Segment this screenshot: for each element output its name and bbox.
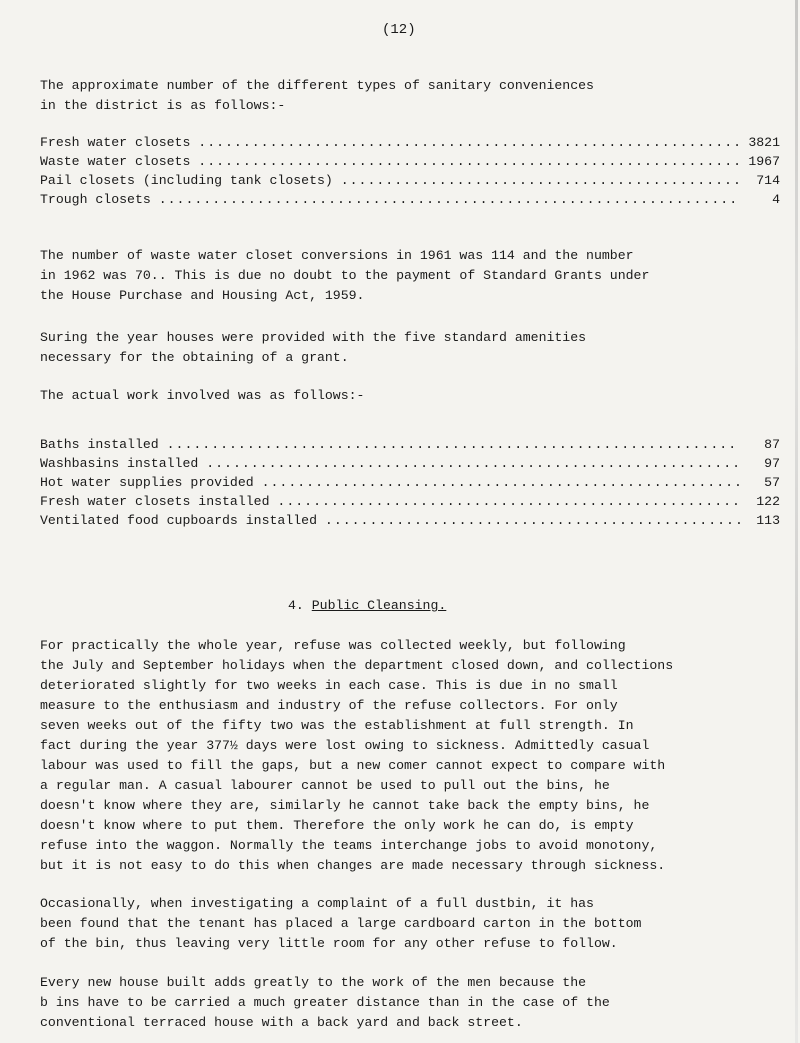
list-item: Baths installed ..... 87 <box>40 435 780 454</box>
intro-paragraph <box>40 76 780 116</box>
text-line: labour was used to fill the gaps, but a new comer cannot expect to compare with <box>40 758 666 773</box>
text-line: a regular man. A casual labourer cannot be used to pull out the bins, he <box>40 778 610 793</box>
text-line: in 1962 was 70.. This is due no doubt to the payment of Standard Grants under <box>40 268 650 283</box>
text-line: The actual work involved was as follows:- <box>40 388 365 403</box>
text-line: doesn't know where they are, similarly he cannot take back the empty bins, he <box>40 798 650 813</box>
text-line: Occasionally, when investigating a complaint of a full dustbin, it has <box>40 896 594 911</box>
section-number: 4. <box>288 598 304 613</box>
text-line: in the district is as follows:- <box>40 98 286 113</box>
text-line: the House Purchase and Housing Act, 1959. <box>40 288 365 303</box>
text-line: the July and September holidays when the department closed down, and collections <box>40 658 674 673</box>
list-item: Waste water closets ..... 1967 <box>40 152 780 171</box>
text-line: b ins have to be carried a much greater distance than in the case of the <box>40 995 610 1010</box>
cleansing-paragraph <box>40 636 780 876</box>
list-item: Pail closets (including tank closets) ..... 714 <box>40 171 780 190</box>
section-title: Public Cleansing. <box>311 598 447 613</box>
list-item: Washbasins installed ..... 97 <box>40 454 780 473</box>
text-line: conventional terraced house with a back yard and back street. <box>40 1015 523 1030</box>
list-item: Fresh water closets ..... 3821 <box>40 133 780 152</box>
text-line: but it is not easy to do this when changes are made necessary through sickness. <box>40 858 666 873</box>
text-line: The approximate number of the different types of sanitary conveniences <box>40 78 594 93</box>
text-line: For practically the whole year, refuse was collected weekly, but following <box>40 638 626 653</box>
list-item: Hot water supplies provided ..... 57 <box>40 473 780 492</box>
text-line: seven weeks out of the fifty two was the establishment at full strength. In <box>40 718 634 733</box>
works-list <box>40 435 780 530</box>
text-line: deteriorated slightly for two weeks in each case. This is due in no small <box>40 678 618 693</box>
amenities-paragraph <box>40 328 780 368</box>
list-item: Trough closets ..... 4 <box>40 190 780 209</box>
list-item: Fresh water closets installed ..... 122 <box>40 492 780 511</box>
list-item: Ventilated food cupboards installed ..... 113 <box>40 511 780 530</box>
text-line: been found that the tenant has placed a large cardboard carton in the bottom <box>40 916 642 931</box>
text-line: measure to the enthusiasm and industry of the refuse collectors. For only <box>40 698 618 713</box>
dustbin-paragraph <box>40 894 780 954</box>
text-line: The number of waste water closet conversions in 1961 was 114 and the number <box>40 248 634 263</box>
page-number: (12) <box>382 22 416 38</box>
conversions-paragraph <box>40 246 780 306</box>
conveniences-list <box>40 133 780 209</box>
text-line: necessary for the obtaining of a grant. <box>40 350 349 365</box>
text-line: of the bin, thus leaving very little room for any other refuse to follow. <box>40 936 618 951</box>
text-line: refuse into the waggon. Normally the teams interchange jobs to avoid monotony, <box>40 838 658 853</box>
new-house-paragraph <box>40 973 780 1033</box>
work-intro <box>40 386 780 406</box>
text-line: Suring the year houses were provided with the five standard amenities <box>40 330 587 345</box>
section-heading <box>288 598 446 613</box>
text-line: doesn't know where to put them. Therefore the only work he can do, is empty <box>40 818 634 833</box>
page-edge-shadow <box>795 0 798 1043</box>
text-line: Every new house built adds greatly to the work of the men because the <box>40 975 587 990</box>
text-line: fact during the year 377½ days were lost owing to sickness. Admittedly casual <box>40 738 650 753</box>
